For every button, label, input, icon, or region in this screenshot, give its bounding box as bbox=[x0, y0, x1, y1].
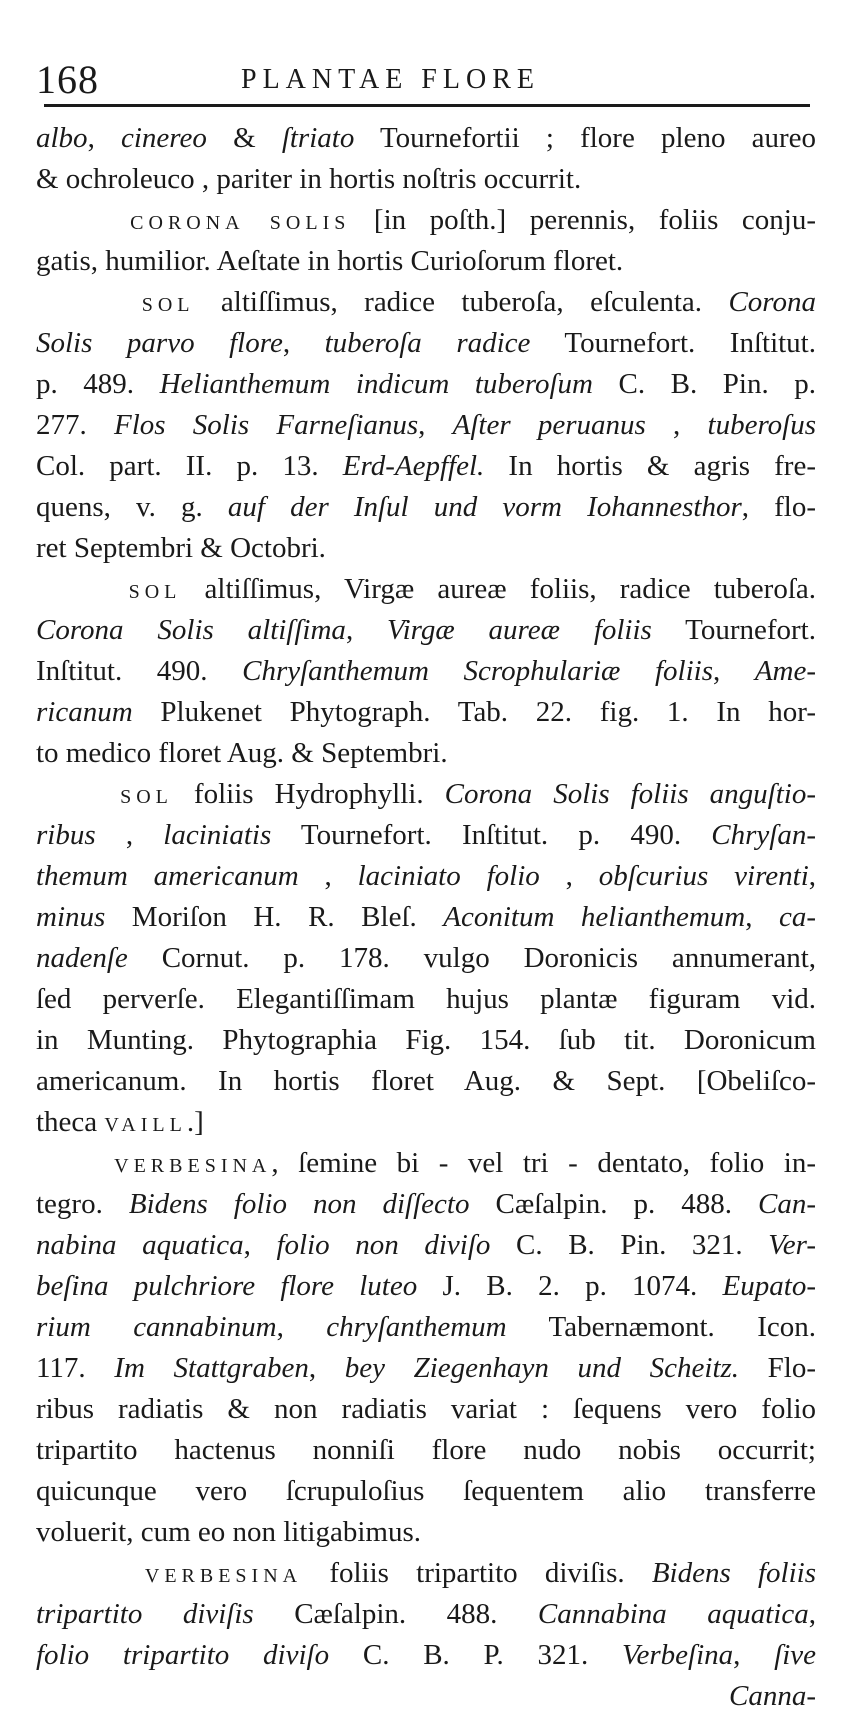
italic-text: Corona Solis foliis anguſtio- bbox=[444, 778, 816, 810]
italic-text: Aſter peruanus bbox=[452, 409, 646, 441]
text-run: quicunque vero ſcrupuloſius ſequentem alio transferre bbox=[36, 1475, 816, 1507]
italic-text: ricanum bbox=[36, 696, 133, 728]
text-run bbox=[36, 778, 120, 810]
text-run: Cornut. p. 178. vulgo Doronicis annumerant, bbox=[127, 942, 816, 974]
small-caps-term: CORONA SOLIS bbox=[130, 212, 351, 234]
text-line bbox=[36, 897, 816, 938]
text-line bbox=[36, 938, 816, 979]
italic-text: cinereo bbox=[121, 122, 207, 154]
text-line bbox=[36, 364, 816, 405]
italic-text: ribus bbox=[36, 819, 96, 851]
italic-text: Canna- bbox=[729, 1680, 816, 1712]
text-run: gatis, humilior. Aeſtate in hortis Curioſorum floret. bbox=[36, 245, 624, 277]
text-run: Tournefort. Inſtitut. bbox=[530, 327, 816, 359]
text-run: C. B. P. 321. bbox=[329, 1639, 622, 1671]
text-run bbox=[36, 1147, 114, 1179]
italic-text: Corona bbox=[728, 286, 816, 318]
text-line bbox=[36, 487, 816, 528]
text-line bbox=[36, 1307, 816, 1348]
text-run: ſed perverſe. Elegantiſſimam hujus plantæ figuram vid. bbox=[36, 983, 816, 1015]
italic-text: Solis parvo flore bbox=[36, 327, 283, 359]
text-line bbox=[36, 856, 816, 897]
text-run: in Munting. Phytographia Fig. 154. ſub tit. Doronicum bbox=[36, 1024, 816, 1056]
text-run: theca bbox=[36, 1106, 105, 1138]
text-run: Moriſon H. R. Bleſ. bbox=[105, 901, 444, 933]
text-run: , bbox=[298, 860, 358, 892]
text-run: altiſſimus, Virgæ aureæ foliis, radice tuberoſa. bbox=[181, 573, 816, 605]
text-line bbox=[36, 1061, 816, 1102]
text-run: [in poſth.] perennis, foliis conju- bbox=[350, 204, 816, 236]
text-line bbox=[36, 1635, 816, 1676]
text-run: , bbox=[308, 1352, 345, 1384]
text-run: , bbox=[645, 409, 708, 441]
italic-text: nabina aquatica bbox=[36, 1229, 244, 1261]
small-caps-term: VERBESINA bbox=[114, 1155, 272, 1177]
text-run: Tournefort. bbox=[651, 614, 816, 646]
text-line bbox=[36, 1594, 816, 1635]
text-run: ret Septembri & Octobri. bbox=[36, 532, 326, 564]
text-line bbox=[36, 1102, 816, 1143]
text-run: Tournefort. Inſtitut. p. 490. bbox=[271, 819, 712, 851]
text-line bbox=[36, 118, 816, 159]
text-run bbox=[36, 204, 130, 236]
text-line bbox=[36, 815, 816, 856]
text-line bbox=[36, 446, 816, 487]
italic-text: Chryſan- bbox=[711, 819, 816, 851]
italic-text: themum americanum bbox=[36, 860, 299, 892]
text-line bbox=[36, 1553, 816, 1594]
text-line bbox=[36, 692, 816, 733]
text-run: tegro. bbox=[36, 1188, 129, 1220]
catchword bbox=[36, 1676, 816, 1717]
text-line bbox=[36, 733, 816, 774]
text-run: C. B. Pin. 321. bbox=[490, 1229, 769, 1261]
italic-text: Im Stattgraben bbox=[114, 1352, 309, 1384]
text-line bbox=[36, 1184, 816, 1225]
text-run: J. B. 2. p. 1074. bbox=[417, 1270, 723, 1302]
text-run: Plukenet Phytograph. Tab. 22. fig. 1. In hor- bbox=[132, 696, 816, 728]
text-line bbox=[36, 1512, 816, 1553]
text-run: , bbox=[539, 860, 599, 892]
small-caps-term: VAILL bbox=[104, 1114, 187, 1136]
text-run: , ſemine bi - vel tri - dentato, folio in- bbox=[271, 1147, 816, 1179]
text-run: , bbox=[87, 122, 121, 154]
text-run: , bbox=[418, 409, 453, 441]
italic-text: Chryſanthemum Scrophulariæ foliis bbox=[242, 655, 713, 687]
text-run: 117. bbox=[36, 1352, 115, 1384]
italic-text: chryſanthemum bbox=[326, 1311, 507, 1343]
text-line bbox=[36, 1020, 816, 1061]
italic-text: minus bbox=[36, 901, 106, 933]
text-run bbox=[36, 1557, 145, 1589]
text-run: , bbox=[712, 655, 755, 687]
small-caps-term: SOL bbox=[141, 294, 195, 316]
italic-text: auf der Inſul und vorm Iohannesthor bbox=[227, 491, 742, 523]
text-run bbox=[36, 573, 129, 605]
italic-text: Ame- bbox=[754, 655, 816, 687]
text-line bbox=[36, 979, 816, 1020]
text-run: 277. bbox=[36, 409, 114, 441]
text-run: & bbox=[206, 122, 282, 154]
italic-text: Ver- bbox=[768, 1229, 816, 1261]
text-run: , bbox=[282, 327, 325, 359]
text-run: , bbox=[733, 1639, 775, 1671]
italic-text: nadenſe bbox=[36, 942, 128, 974]
text-line bbox=[36, 1348, 816, 1389]
text-line bbox=[36, 282, 816, 323]
italic-text: Virgæ aureæ foliis bbox=[387, 614, 652, 646]
small-caps-term: SOL bbox=[128, 581, 182, 603]
text-line bbox=[36, 774, 816, 815]
text-run: Tournefortii ; flore pleno aureo bbox=[354, 122, 816, 154]
italic-text: Corona Solis altiſſima bbox=[36, 614, 346, 646]
text-run: Cæſalpin. p. 488. bbox=[469, 1188, 758, 1220]
italic-text: albo bbox=[36, 122, 88, 154]
italic-text: tuberoſus bbox=[707, 409, 816, 441]
page-number: 168 bbox=[36, 57, 99, 102]
text-run: Tabernæmont. Icon. bbox=[506, 1311, 816, 1343]
italic-text: folio non diviſo bbox=[276, 1229, 491, 1261]
running-head: PLANTAE FLORE bbox=[241, 64, 540, 95]
text-line bbox=[36, 159, 816, 200]
text-run: to medico floret Aug. & Septembri. bbox=[36, 737, 448, 769]
text-line bbox=[36, 651, 816, 692]
small-caps-term: VERBESINA bbox=[144, 1565, 303, 1587]
body-text bbox=[36, 118, 816, 1717]
text-line bbox=[36, 1143, 816, 1184]
italic-text: Bidens foliis bbox=[651, 1557, 816, 1589]
text-run: voluerit, cum eo non litigabimus. bbox=[36, 1516, 422, 1548]
text-line bbox=[36, 569, 816, 610]
text-line bbox=[36, 323, 816, 364]
text-line bbox=[36, 528, 816, 569]
italic-text: Aconitum helianthemum bbox=[443, 901, 746, 933]
italic-text: obſcurius virenti bbox=[598, 860, 809, 892]
text-run: tripartito hactenus nonniſi flore nudo nobis occurrit; bbox=[36, 1434, 816, 1466]
italic-text: beſina pulchriore flore luteo bbox=[36, 1270, 418, 1302]
header-rule bbox=[44, 104, 810, 107]
text-run: , bbox=[808, 860, 816, 892]
text-line bbox=[36, 1225, 816, 1266]
text-run: , bbox=[95, 819, 164, 851]
text-run: altiſſimus, radice tuberoſa, eſculenta. bbox=[194, 286, 729, 318]
italic-text: Bidens folio non diſſecto bbox=[128, 1188, 470, 1220]
text-run: .] bbox=[186, 1106, 204, 1138]
text-run: quens, v. g. bbox=[36, 491, 228, 523]
text-line bbox=[36, 1430, 816, 1471]
italic-text: laciniato folio bbox=[357, 860, 540, 892]
small-caps-term: SOL bbox=[120, 786, 173, 808]
text-run: Inſtitut. 490. bbox=[36, 655, 243, 687]
text-run: , bbox=[808, 1598, 816, 1630]
italic-text: bey Ziegenhayn und Scheitz. bbox=[344, 1352, 740, 1384]
text-line bbox=[36, 1389, 816, 1430]
text-run: Flo- bbox=[739, 1352, 816, 1384]
text-line bbox=[36, 1266, 816, 1307]
text-run: , bbox=[276, 1311, 327, 1343]
italic-text: Helianthemum indicum tuberoſum bbox=[159, 368, 593, 400]
italic-text: Erd-Aepffel. bbox=[342, 450, 485, 482]
text-run bbox=[36, 286, 142, 318]
italic-text: Cannabina aquatica bbox=[537, 1598, 809, 1630]
text-run: Col. part. II. p. 13. bbox=[36, 450, 343, 482]
italic-text: Verbeſina bbox=[621, 1639, 734, 1671]
text-line bbox=[36, 241, 816, 282]
italic-text: Flos Solis Farneſianus bbox=[113, 409, 419, 441]
italic-text: rium cannabinum bbox=[36, 1311, 277, 1343]
text-line bbox=[36, 200, 816, 241]
text-line bbox=[36, 1471, 816, 1512]
italic-text: tripartito diviſis bbox=[36, 1598, 254, 1630]
text-run: foliis tripartito diviſis. bbox=[302, 1557, 652, 1589]
italic-text: Can- bbox=[758, 1188, 816, 1220]
text-run: & ochroleuco , pariter in hortis noſtris occurrit. bbox=[36, 163, 582, 195]
text-run: , bbox=[345, 614, 388, 646]
text-run: , flo- bbox=[741, 491, 816, 523]
italic-text: ca- bbox=[778, 901, 816, 933]
italic-text: laciniatis bbox=[163, 819, 272, 851]
text-run: , bbox=[243, 1229, 277, 1261]
page-header bbox=[36, 56, 812, 106]
text-run: , bbox=[745, 901, 779, 933]
italic-text: folio tripartito diviſo bbox=[36, 1639, 330, 1671]
italic-text: ſive bbox=[774, 1639, 816, 1671]
text-run: Cæſalpin. 488. bbox=[253, 1598, 538, 1630]
text-run: p. 489. bbox=[36, 368, 160, 400]
text-line bbox=[36, 405, 816, 446]
text-run: ribus radiatis & non radiatis variat : ſequens vero folio bbox=[36, 1393, 816, 1425]
italic-text: tuberoſa radice bbox=[324, 327, 531, 359]
italic-text: Eupato- bbox=[722, 1270, 816, 1302]
text-run: C. B. Pin. p. bbox=[592, 368, 816, 400]
text-line bbox=[36, 610, 816, 651]
italic-text: ſtriato bbox=[281, 122, 355, 154]
text-run: foliis Hydrophylli. bbox=[172, 778, 445, 810]
text-run: In hortis & agris fre- bbox=[484, 450, 816, 482]
text-run: americanum. In hortis floret Aug. & Sept. [Obeliſco- bbox=[36, 1065, 816, 1097]
